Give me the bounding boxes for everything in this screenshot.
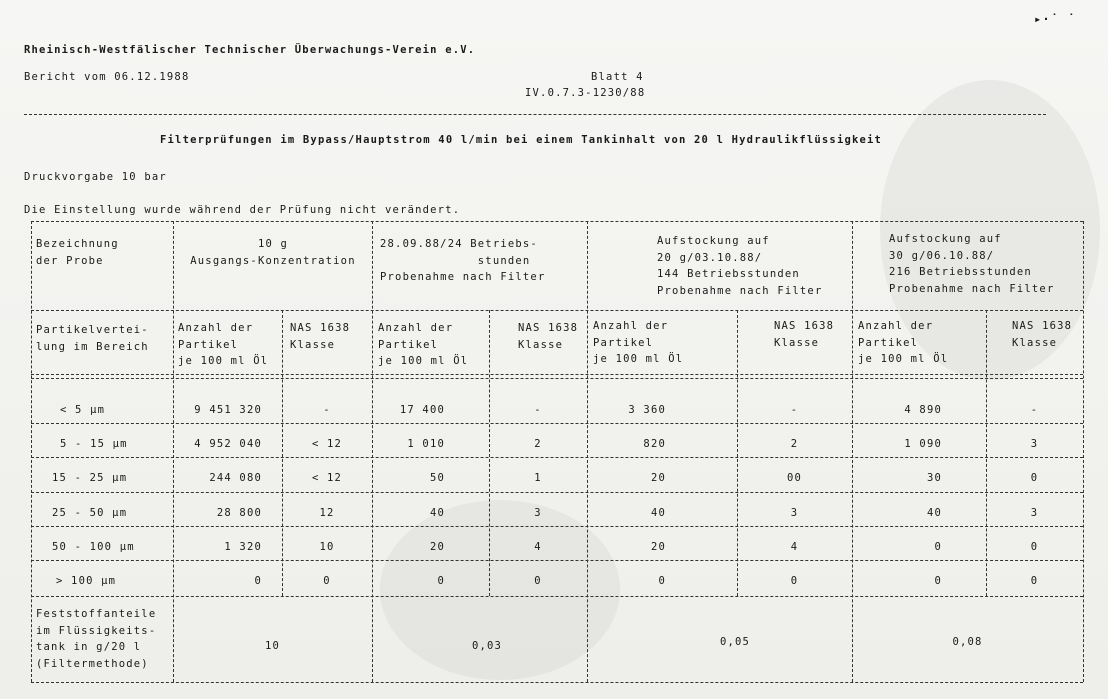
particle-count-cell: 0: [437, 575, 445, 587]
solids-value: 0,03: [471, 640, 503, 652]
nas-class-cell: 3: [790, 507, 799, 519]
table-rule: [31, 560, 1083, 561]
reference-number: IV.0.7.3-1230/88: [525, 87, 646, 99]
particle-count-cell: 3 360: [628, 404, 666, 416]
nas-class-cell: 3: [1030, 507, 1039, 519]
particle-count-cell: 4 952 040: [194, 438, 262, 450]
table-double-rule: [31, 374, 1083, 379]
solids-value: 0,08: [952, 636, 983, 648]
solids-value: 0,05: [719, 636, 751, 648]
nas-class-cell: < 12: [311, 472, 343, 484]
nas-class-cell: < 12: [311, 438, 343, 450]
nas-class-cell: 4: [534, 541, 542, 553]
particle-count-cell: 17 400: [399, 404, 445, 416]
table-rule: [31, 526, 1083, 527]
table-border-top: [31, 221, 1083, 222]
nas-class-cell: 0: [1030, 472, 1039, 484]
table-rule: [31, 457, 1083, 458]
particle-count-cell: 9 451 320: [194, 404, 262, 416]
table-rule: [31, 310, 1083, 311]
nas-class-cell: 0: [534, 575, 542, 587]
document-title: Filterprüfungen im Bypass/Hauptstrom 40 l/min bei einem Tankinhalt von 20 l Hydraulikflüssigkeit: [160, 134, 883, 146]
particle-count-cell: 0: [254, 575, 262, 587]
table-col-divider: [372, 221, 373, 682]
table-rule: [31, 423, 1083, 424]
nas-class-cell: 12: [319, 507, 335, 519]
header-sample-label: Bezeichnung der Probe: [36, 238, 119, 267]
header-sample-2: Aufstockung auf 20 g/03.10.88/ 144 Betriebsstunden Probenahme nach Filter: [657, 235, 823, 297]
row-range-label: 15 - 25 µm: [52, 472, 128, 484]
row-range-label: > 100 µm: [56, 575, 117, 587]
particle-count-cell: 30: [926, 472, 942, 484]
header-particle-count: Anzahl der Partikel je 100 ml Öl: [178, 322, 269, 367]
report-date: Bericht vom 06.12.1988: [24, 71, 190, 83]
table-subcol-divider: [282, 310, 283, 596]
table-rule: [31, 492, 1083, 493]
particle-count-cell: 28 800: [216, 507, 262, 519]
nas-class-cell: -: [534, 404, 542, 416]
settings-note: Die Einstellung wurde während der Prüfung nicht verändert.: [24, 204, 461, 216]
nas-class-cell: 00: [786, 472, 803, 484]
nas-class-cell: -: [790, 404, 799, 416]
header-nas-class: NAS 1638 Klasse: [290, 322, 351, 351]
particle-count-cell: 20: [650, 472, 666, 484]
particle-count-cell: 40: [926, 507, 942, 519]
header-nas-class: NAS 1638 Klasse: [518, 322, 579, 351]
row-range-label: < 5 µm: [60, 404, 106, 416]
header-particle-count: Anzahl der Partikel je 100 ml Öl: [593, 320, 684, 365]
particle-count-cell: 40: [429, 507, 445, 519]
nas-class-cell: 2: [790, 438, 799, 450]
sheet-number: Blatt 4: [591, 71, 644, 83]
header-sample-1: 28.09.88/24 Betriebs- stunden Probenahme nach Filter: [380, 238, 546, 283]
nas-class-cell: 2: [534, 438, 542, 450]
particle-count-cell: 20: [429, 541, 445, 553]
nas-class-cell: 10: [319, 541, 335, 553]
nas-class-cell: 3: [1030, 438, 1039, 450]
table-border-left: [31, 221, 32, 682]
nas-class-cell: 0: [790, 575, 799, 587]
particle-count-cell: 244 080: [209, 472, 262, 484]
table-border-right: [1083, 221, 1084, 682]
nas-class-cell: 0: [1030, 575, 1039, 587]
header-nas-class: NAS 1638 Klasse: [1012, 320, 1073, 349]
header-particle-distribution: Partikelvertei- lung im Bereich: [36, 324, 149, 353]
table-subcol-divider: [986, 310, 987, 596]
separator-line: [24, 114, 1046, 115]
row-range-label: 5 - 15 µm: [60, 438, 128, 450]
nas-class-cell: 1: [534, 472, 542, 484]
nas-class-cell: 4: [790, 541, 799, 553]
particle-count-cell: 0: [934, 575, 942, 587]
particle-count-cell: 20: [650, 541, 666, 553]
pressure-note: Druckvorgabe 10 bar: [24, 171, 167, 183]
header-sample-3: Aufstockung auf 30 g/06.10.88/ 216 Betriebsstunden Probenahme nach Filter: [889, 233, 1055, 295]
nas-class-cell: 0: [1030, 541, 1039, 553]
row-range-label: 25 - 50 µm: [52, 507, 128, 519]
table-col-divider: [173, 221, 174, 682]
table-col-divider: [587, 221, 588, 682]
particle-count-cell: 50: [429, 472, 445, 484]
particle-count-cell: 40: [650, 507, 666, 519]
particle-count-cell: 0: [934, 541, 942, 553]
particle-count-cell: 0: [658, 575, 666, 587]
particle-count-cell: 820: [643, 438, 666, 450]
corner-mark: ▸·˙ ˙: [1034, 12, 1077, 26]
header-particle-count: Anzahl der Partikel je 100 ml Öl: [378, 322, 469, 367]
table-rule: [31, 596, 1083, 597]
nas-class-cell: 3: [534, 507, 542, 519]
organization-name: Rheinisch-Westfälischer Technischer Überwachungs-Verein e.V.: [24, 44, 476, 56]
nas-class-cell: 0: [323, 575, 331, 587]
header-nas-class: NAS 1638 Klasse: [774, 320, 835, 349]
table-col-divider: [852, 221, 853, 682]
scan-stain: [380, 500, 620, 680]
solids-value: 10: [264, 640, 281, 652]
nas-class-cell: -: [1030, 404, 1039, 416]
header-particle-count: Anzahl der Partikel je 100 ml Öl: [858, 320, 949, 365]
table-subcol-divider: [737, 310, 738, 596]
particle-count-cell: 1 320: [224, 541, 262, 553]
particle-count-cell: 1 010: [407, 438, 445, 450]
table-subcol-divider: [489, 310, 490, 596]
particle-count-cell: 4 890: [904, 404, 942, 416]
solids-label: Feststoffanteile im Flüssigkeits- tank in g/20 l (Filtermethode): [36, 608, 157, 670]
table-border-bottom: [31, 682, 1083, 683]
particle-count-cell: 1 090: [904, 438, 942, 450]
row-range-label: 50 - 100 µm: [52, 541, 135, 553]
header-initial-concentration: 10 g Ausgangs-Konzentration: [190, 238, 356, 267]
nas-class-cell: -: [323, 404, 331, 416]
